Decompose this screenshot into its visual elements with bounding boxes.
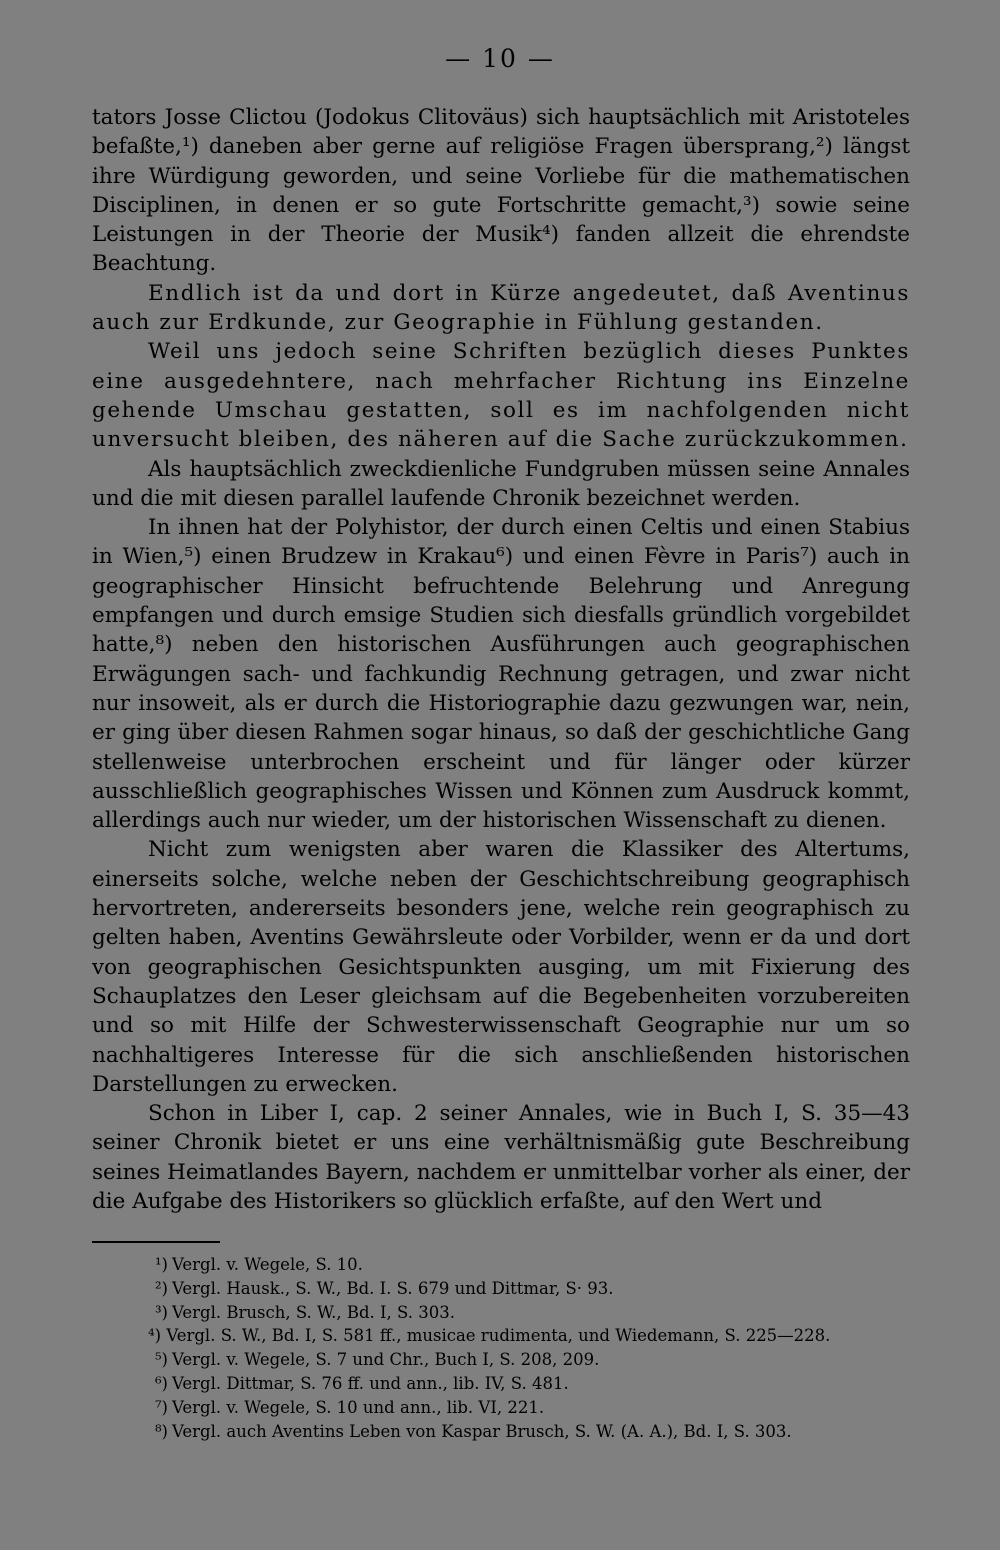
footnote bbox=[92, 1301, 910, 1325]
footnote bbox=[92, 1348, 910, 1372]
paragraph: Weil uns jedoch seine Schriften bezüglich dieses Punktes eine ausgedehntere, nach mehrfacher Richtung ins Einzelne gehende Umschau gestatten, soll es im nachfolgenden nicht unversucht bleiben, des näheren auf die Sache zurückzukommen. bbox=[92, 339, 910, 453]
footnote-mark: ²) bbox=[154, 1278, 168, 1298]
footnote bbox=[92, 1277, 910, 1301]
footnote-mark: ⁸) bbox=[154, 1421, 168, 1441]
footnote-mark: ³) bbox=[154, 1302, 168, 1322]
footnote-text: Vergl. Brusch, S. W., Bd. I, S. 303. bbox=[172, 1302, 455, 1322]
page-number: — 10 — bbox=[445, 44, 555, 73]
footnote-text: Vergl. Hausk., S. W., Bd. I. S. 679 und Dittmar, S· 93. bbox=[172, 1278, 614, 1298]
paragraph: Als hauptsächlich zweckdienliche Fundgruben müssen seine Annales und die mit diesen parallel laufende Chronik bezeichnet werden. bbox=[92, 456, 910, 511]
footnote bbox=[92, 1324, 910, 1348]
footnote-text: Vergl. auch Aventins Leben von Kaspar Brusch, S. W. (A. A.), Bd. I, S. 303. bbox=[172, 1421, 792, 1441]
body-text bbox=[92, 103, 910, 1216]
footnote-mark: ¹) bbox=[154, 1255, 168, 1274]
paragraph: Nicht zum wenigsten aber waren die Klassiker des Altertums, einerseits solche, welche neben der Geschichtschreibung geographisch hervortreten, andererseits besonders jene, welche rein geographisch zu gelten haben, Aventins Gewährsleute oder Vorbilder, wenn er da und dort von geographischen Gesichtspunkten ausging, um mit Fixierung des Schauplatzes den Leser gleichsam auf die Begebenheiten vorzubereiten und so mit Hilfe der Schwesterwissenschaft Geographie nur um so nachhaltigeres Interesse für die sich anschließenden historischen Darstellungen zu erwecken. bbox=[92, 837, 910, 1097]
footnote-divider bbox=[92, 1241, 220, 1243]
paragraph: In ihnen hat der Polyhistor, der durch einen Celtis und einen Stabius in Wien,⁵) einen Brudzew in Krakau⁶) und einen Fèvre in Paris⁷) auch in geographischer Hinsicht befruchtende Belehrung und Anregung empfangen und durch emsige Studien sich diesfalls gründlich vorgebildet hatte,⁸) neben den historischen Ausführungen auch geographischen Erwägungen sach- und fachkundig Rechnung getragen, und zwar nicht nur insoweit, als er durch die Historiographie dazu gezwungen war, nein, er ging über diesen Rahmen sogar hinaus, so daß der geschichtliche Gang stellenweise unterbrochen erscheint und für länger oder kürzer ausschließlich geographisches Wissen und Können zum Ausdruck kommt, allerdings auch nur wieder, um der historischen Wissenschaft zu dienen. bbox=[92, 515, 910, 834]
footnote-text: Vergl. v. Wegele, S. 10 und ann., lib. VI, 221. bbox=[172, 1397, 545, 1417]
footnote-mark: ⁴) bbox=[148, 1326, 162, 1346]
footnote bbox=[92, 1420, 910, 1444]
paragraph: tators Josse Clictou (Jodokus Clitoväus) sich hauptsächlich mit Aristoteles befaßte,¹) daneben aber gerne auf religiöse Fragen übersprang,²) längst ihre Würdigung geworden, und seine Vorliebe für die mathematischen Disciplinen, in denen er so gute Fortschritte gemacht,³) sowie seine Leistungen in der Theorie der Musik⁴) fanden allzeit die ehrendste Beachtung. bbox=[92, 105, 910, 277]
footnote bbox=[92, 1396, 910, 1420]
footnote-mark: ⁶) bbox=[154, 1373, 168, 1393]
footnote-text: Vergl. S. W., Bd. I, S. 581 ff., musicae rudimenta, und Wiedemann, S. 225—228. bbox=[166, 1326, 831, 1346]
footnote-mark: ⁷) bbox=[154, 1397, 168, 1417]
footnote bbox=[92, 1253, 910, 1277]
footnote-text: Vergl. v. Wegele, S. 7 und Chr., Buch I, S. 208, 209. bbox=[172, 1350, 600, 1370]
footnote bbox=[92, 1372, 910, 1396]
footnote-text: Vergl. v. Wegele, S. 10. bbox=[172, 1255, 363, 1274]
paragraph: Schon in Liber I, cap. 2 seiner Annales, wie in Buch I, S. 35—43 seiner Chronik bietet er uns eine verhältnismäßig gute Beschreibung seines Heimatlandes Bayern, nachdem er unmittelbar vorher als einer, der die Aufgabe des Historikers so glücklich erfaßte, auf den Wert und bbox=[92, 1101, 910, 1214]
paragraph: Endlich ist da und dort in Kürze angedeutet, daß Aventinus auch zur Erdkunde, zur Geographie in Fühlung gestanden. bbox=[92, 280, 910, 336]
footnote-text: Vergl. Dittmar, S. 76 ff. und ann., lib. IV, S. 481. bbox=[172, 1373, 569, 1393]
footnote-mark: ⁵) bbox=[154, 1350, 168, 1370]
footnotes bbox=[92, 1253, 910, 1443]
